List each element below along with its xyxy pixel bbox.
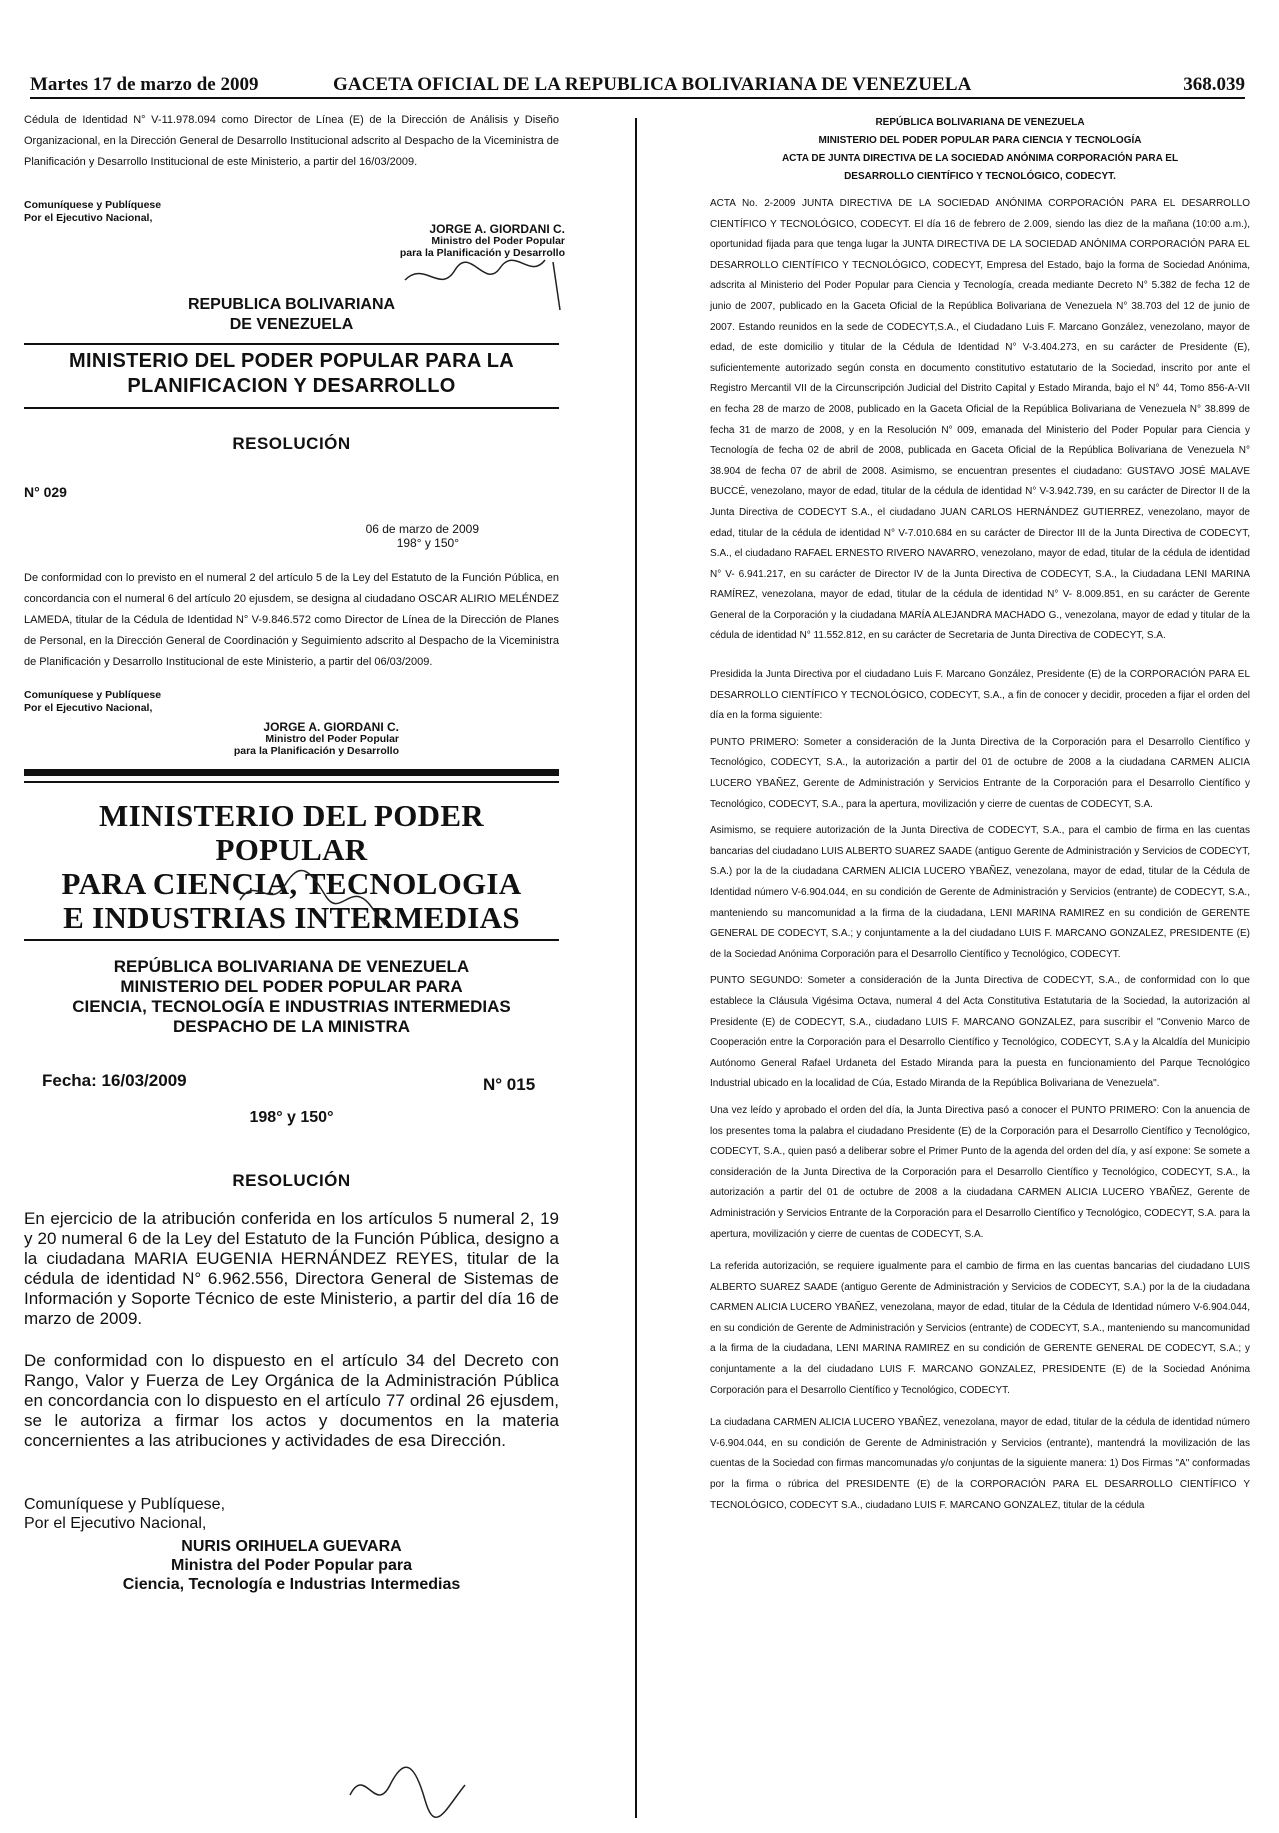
ministry-big-title-1: MINISTERIO DEL PODER POPULAR [99,798,484,867]
acta-paragraph-6: Una vez leído y aprobado el orden del día, la Junta Directiva pasó a conocer el PUNTO PRIMERO: Con la anuencia de los presentes toma la palabra el ciudadano Presidente (E) de la Corporación para el Desarrollo Científico y Tecnológico, CODECYT, S.A., quien pasó a deliberar sobre el Primer Punto de la agenda del orden del día, y así expone: Se somete a consideración de la Junta Directiva de la Corporación para el Desarrollo Científico y Tecnológico, CODECYT, S.A., la autorización a partir del 01 de octubre de 2008 a la ciudadana CARMEN ALICIA LUCERO YBAÑEZ, Gerente de Administración y Servicios Entrante de la Corporación para el Desarrollo Científico y Tecnológico, CODECYT, S.A. para la apertura, movilización y cierre de cuentas de CODECYT, S.A. [710,1104,1250,1240]
header-date: Martes 17 de marzo de 2009 [30,74,259,95]
thick-rule [24,769,559,776]
republic-title-line-1: REPUBLICA BOLIVARIANA [187,296,396,313]
executive-line-1: Por el Ejecutivo Nacional, [24,212,153,224]
left-column [24,110,565,1594]
fecha-label: Fecha: 16/03/2009 [42,1071,187,1090]
signature-role-2b: para la Planificación y Desarrollo [233,745,399,757]
acta-head-line-3: ACTA DE JUNTA DIRECTIVA DE LA SOCIEDAD ANÓNIMA CORPORACIÓN PARA EL [781,153,1179,164]
handwritten-signature-1 [395,250,575,320]
header-block-line-1: REPÚBLICA BOLIVARIANA DE VENEZUELA [113,957,470,976]
resolution-heading-2: RESOLUCIÓN [232,1171,351,1190]
top-paragraph: Cédula de Identidad N° V-11.978.094 como Director de Línea (E) de la Dirección de Análisis y Diseño Organizacional, en la Dirección General de Desarrollo Institucional adscrito al Despacho de la Viceministra de Planificación y Desarrollo Institucional de este Ministerio, a partir del 16/03/2009. [24,114,559,168]
executive-line-3: Por el Ejecutivo Nacional, [24,1515,207,1532]
acta-paragraph-8: La ciudadana CARMEN ALICIA LUCERO YBAÑEZ, venezolana, mayor de edad, titular de la cédula de identidad número V-6.904.044, en su condición de Gerente de Administración y Servicios (entrante), mantendrá la movilización de las cuentas de la Sociedad con firmas mancomunadas y/o conjuntas de la siguiente manera: 1) Dos Firmas "A" conformadas por la firma o rúbrica del PRESIDENTE (E) de la CORPORACIÓN PARA EL DESARROLLO CIENTÍFICO Y TECNOLÓGICO, CODECYT S.A., ciudadano LUIS F. MARCANO GONZALEZ, titular de la cédula [710,1417,1250,1511]
years-line-2: 198° y 150° [249,1109,334,1126]
header-title: GACETA OFICIAL DE LA REPUBLICA BOLIVARIANA DE VENEZUELA [333,74,972,95]
publish-line-3: Comuníquese y Publíquese, [24,1496,226,1513]
acta-paragraph-3: PUNTO PRIMERO: Someter a consideración de la Junta Directiva de la Corporación para el Desarrollo Científico y Tecnológico, CODECYT, S.A., la autorización a partir del 01 de octubre de 2008 a la ciudadana CARMEN ALICIA LUCERO YBAÑEZ, Gerente de Administración y Servicios Entrante de la Corporación para el Desarrollo Científico y Tecnológico, CODECYT, S.A., para la apertura, movilización y cierre de cuentas de CODECYT, S.A. [710,736,1250,810]
ministry-title-line-1: MINISTERIO DEL PODER POPULAR PARA LA [69,350,514,372]
signature-role-3a: Ministra del Poder Popular para [171,1557,412,1574]
signature-role-1b: para la Planificación y Desarrollo [399,247,565,259]
ministry-big-title-3: E INDUSTRIAS INTERMEDIAS [63,900,520,935]
executive-line-2: Por el Ejecutivo Nacional, [24,702,153,714]
resolution-number: N° 029 [24,484,67,500]
handwritten-signature-2 [230,860,400,930]
resolution-paragraph: De conformidad con lo previsto en el numeral 2 del artículo 5 de la Ley del Estatuto de la Función Pública, en concordancia con el numeral 6 del artículo 20 ejusdem, se designa al ciudadano OSCAR ALIRIO MELÉNDEZ LAMEDA, titular de la Cédula de Identidad N° V-9.846.572 como Director de Línea de la Dirección de Planes de Personal, en la Dirección General de Coordinación y Seguimiento adscrito al Despacho de la Viceministra de Planificación y Desarrollo Institucional de este Ministerio, a partir del 06/03/2009. [24,572,560,668]
signature-name-2: JORGE A. GIORDANI C. [263,720,399,734]
republic-title-line-2: DE VENEZUELA [229,316,354,333]
signature-block-2 [24,721,399,757]
resolution-heading: RESOLUCIÓN [232,434,351,453]
fecha-row [24,1071,559,1115]
right-column [710,114,1250,1516]
page-header [30,74,1245,96]
authorization-paragraph: De conformidad con lo dispuesto en el artículo 34 del Decreto con Rango, Valor y Fuerza de Ley Orgánica de la Administración Pública en concordancia con lo dispuesto en el artículo 77 ordinal 26 ejusdem, se le autoriza a firmar los actos y documentos en la materia concernientes a las atribuciones y actividades de esa Dirección. [24,1351,559,1450]
ministry-title-line-2: PLANIFICACION Y DESARROLLO [127,375,456,397]
acta-head-line-2: MINISTERIO DEL PODER POPULAR PARA CIENCIA Y TECNOLOGÍA [818,135,1142,146]
acta-head-line-4: DESARROLLO CIENTÍFICO Y TECNOLÓGICO, CODECYT. [844,171,1116,182]
acta-paragraph-1: ACTA No. 2-2009 JUNTA DIRECTIVA DE LA SOCIEDAD ANÓNIMA CORPORACIÓN PARA EL DESARROLLO CIENTÍFICO Y TECNOLÓGICO, CODECYT. El día 16 de febrero de 2.009, siendo las diez de la mañana (10:00 a.m.), oportunidad fijada para que tenga lugar la JUNTA DIRECTIVA DE LA SOCIEDAD ANÓNIMA CORPORACIÓN PARA EL DESARROLLO CIENTÍFICO Y TECNOLÓGICO, CODECYT, Empresa del Estado, bajo la forma de Sociedad Anónima, adscrita al Ministerio del Poder Popular para Ciencia y Tecnología, creada mediante Decreto N° 5.382 de fecha 12 de junio de 2007, publicado en la Gaceta Oficial de la República Bolivariana de Venezuela N° 38.703 del 12 de junio de 2007. Estando reunidos en la sede de CODECYT,S.A., el Ciudadano Luis F. Marcano González, venezolano, mayor de edad, de este domicilio y titular de la Cédula de Identidad N° V-3.404.273, en su carácter de Presidente (E), suficientemente autorizado según consta en documento constitutivo estatutario de la Sociedad, inscrito por ante el Registro Mercantil VII de la Circunscripción Judicial del Distrito Capital y Estado Miranda, bajo el N° 44, Tomo 856-A-VII en fecha 28 de marzo de 2008, publicado en la Gaceta Oficial de la República Bolivariana de Venezuela N° 38.899 de fecha 31 de marzo de 2008, y en la Resolución N° 009, emanada del Ministerio del Poder Popular para Ciencia y Tecnología de fecha 02 de abril de 2008, publicada en Gaceta Oficial de la República Bolivariana de Venezuela N° 38.904 de fecha 07 de abril de 2008. Asimismo, se encuentran presentes el ciudadano: GUSTAVO JOSÉ MALAVE BUCCÉ, venezolano, mayor de edad, titular de la cédula de identidad N° V-3.942.739, en su carácter de Director II de la Junta Directiva de CODECYT S.A., el ciudadano JUAN CARLOS HERNÁNDEZ GUTIERREZ, venezolano, mayor de edad, titular de la cédula de identidad N° V-7.010.684 en su carácter de Director III de la Junta Directiva de CODECYT, S.A., el ciudadano RAFAEL ERNESTO RIVERO NAVARRO, venezolano, mayor de edad, titular de la cédula de identidad N° V- 6.941.217, en su carácter de Director IV de la Junta Directiva de CODECYT, S.A., la Ciudadana LENI MARINA RAMÍREZ, venezolana, mayor de edad, titular de la cédula de identidad N° V- 8.009.851, en su carácter de Gerente General de la Corporación y la ciudadana MARÍA ALEJANDRA MACHADO G., venezolana, mayor de edad y titular de la cédula de identidad N° 11.552.812, en su carácter de Secretaria de Junta Directiva de CODECYT, S.A. [710,198,1250,642]
designation-paragraph: En ejercicio de la atribución conferida en los artículos 5 numeral 2, 19 y 20 numeral 6 de la Ley del Estatuto de la Función Pública, designo a la ciudadana MARIA EUGENIA HERNÁNDEZ REYES, titular de la cédula de identidad N° 6.962.556, Directora General de Sistemas de Información y Soporte Técnico de este Ministerio, a partir del día 16 de marzo de 2009. [24,1209,559,1328]
header-block-line-2: MINISTERIO DEL PODER POPULAR PARA [120,977,463,996]
signature-role-1a: Ministro del Poder Popular [431,235,565,247]
resolution-number-2: N° 015 [483,1075,536,1094]
acta-paragraph-2: Presidida la Junta Directiva por el ciudadano Luis F. Marcano González, Presidente (E) de la CORPORACIÓN PARA EL DESARROLLO CIENTÍFICO Y TECNOLÓGICO, CODECYT, S.A., a fin de conocer y decidir, proceden a fijar el orden del día en la forma siguiente: [710,669,1250,722]
acta-paragraph-5: PUNTO SEGUNDO: Someter a consideración de la Junta Directiva de CODECYT, S.A., de conformidad con lo que establece la Cláusula Vigésima Octava, numeral 4 del Acta Constitutiva Estatutaria de la Sociedad, la autorización al Presidente (E) de CODECYT, S.A., ciudadano LUIS F. MARCANO GONZALEZ, para suscribir el "Convenio Marco de Cooperación entre la Corporación para el Desarrollo Científico y Tecnológico, CODECYT, S.A y la Alcaldía del Municipio Autónomo General Rafael Urdaneta del Estado Miranda para la puesta en funcionamiento del Parque Tecnológico Industrial ubicado en la localidad de Cúa, Estado Miranda de la República Bolivariana de Venezuela". [710,975,1250,1090]
header-block-line-3: CIENCIA, TECNOLOGÍA E INDUSTRIAS INTERMEDIAS [72,997,511,1016]
resolution-years: 198° y 150° [396,536,459,550]
signature-role-2a: Ministro del Poder Popular [265,733,399,745]
publish-line-2: Comuníquese y Publíquese [24,689,162,701]
column-divider [635,118,637,1818]
publish-line-1: Comuníquese y Publíquese [24,199,162,211]
acta-paragraph-7: La referida autorización, se requiere igualmente para el cambio de firma en las cuentas bancarias del ciudadano LUIS ALBERTO SUAREZ SAADE (antiguo Gerente de Administración y Servicios de CODECYT, S.A.) por la de la ciudadana CARMEN ALICIA LUCERO YBAÑEZ, venezolana, mayor de edad, titular de la Cédula de Identidad número V-6.904.044, en su condición de Gerente de Administración y Servicios (entrante) de CODECYT, S.A., manteniendo su mancomunidad a la firma de la ciudadana, LENI MARINA RAMIREZ en su condición de GERENTE GENERAL DE CODECYT, S.A.; y conjuntamente a la del ciudadano LUIS F. MARCANO GONZALEZ, PRESIDENTE (E) de la Sociedad Anónima Corporación para el Desarrollo Científico y Tecnológico, CODECYT. [710,1261,1250,1396]
signature-name-1: JORGE A. GIORDANI C. [429,222,565,236]
header-rule [30,97,1245,99]
acta-head-line-1: REPÚBLICA BOLIVARIANA DE VENEZUELA [875,117,1085,128]
handwritten-signature-3 [345,1755,485,1825]
ministry-big-title-2: PARA CIENCIA, TECNOLOGIA [61,866,522,901]
rule [24,343,559,345]
header-block-line-4: DESPACHO DE LA MINISTRA [172,1017,411,1036]
rule [24,407,559,409]
signature-name-3: NURIS ORIHUELA GUEVARA [181,1538,402,1555]
acta-paragraph-4: Asimismo, se requiere autorización de la Junta Directiva de CODECYT, S.A., para el cambio de firma en las cuentas bancarias del ciudadano LUIS ALBERTO SUAREZ SAADE (antiguo Gerente de Administración y Servicios de CODECYT, S.A.) por la de la ciudadana CARMEN ALICIA LUCERO YBAÑEZ, venezolana, mayor de edad, titular de la Cédula de Identidad número V-6.904.044, en su condición de Gerente de Administración y Servicios (entrante) de CODECYT, S.A., manteniendo su mancomunidad a la firma de la ciudadana, LENI MARINA RAMIREZ en su condición de GERENTE GENERAL DE CODECYT, S.A.; y conjuntamente a la del ciudadano LUIS F. MARCANO GONZALEZ, PRESIDENTE (E) de la Sociedad Anónima Corporación para el Desarrollo Científico y Tecnológico, CODECYT. [710,825,1250,960]
header-page-number: 368.039 [1183,74,1245,95]
resolution-date: 06 de marzo de 2009 [365,522,479,536]
signature-role-3b: Ciencia, Tecnología e Industrias Intermedias [122,1576,461,1593]
